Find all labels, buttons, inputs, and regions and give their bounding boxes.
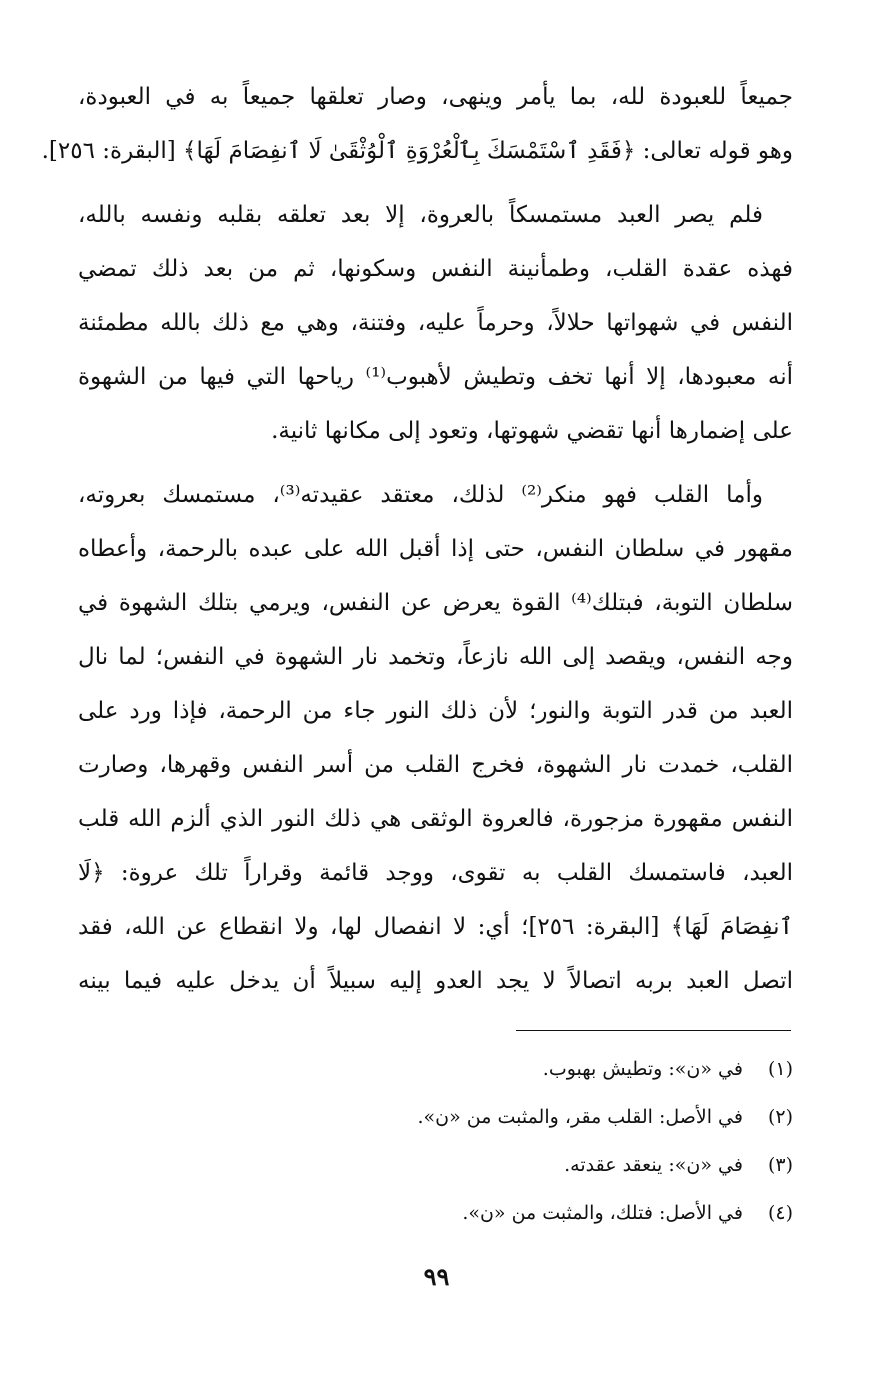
text-line: وهو قوله تعالى: ﴿فَقَدِ ٱسْتَمْسَكَ بِٱلْعُرْوَةِ ٱلْوُثْقَىٰ لَا ٱنفِصَامَ لَهَا﴾ [البقرة: ٢٥٦]. bbox=[41, 138, 793, 164]
footnote-number: (٣) bbox=[767, 1154, 793, 1176]
text-line: اتصل العبد بربه اتصالاً لا يجد العدو إليه سبيلاً أن يدخل عليه فيما بينه bbox=[78, 968, 793, 994]
footnote-number: (١) bbox=[767, 1058, 793, 1080]
footnote-text: في «ن»: وتطيش بهبوب. bbox=[542, 1058, 743, 1080]
text-line: جميعاً للعبودة لله، بما يأمر وينهى، وصار تعلقها جميعاً به في العبودة، bbox=[78, 84, 793, 110]
text-line: ٱنفِصَامَ لَهَا﴾ [البقرة: ٢٥٦]؛ أي: لا انفصال لها، ولا انقطاع عن الله، فقد bbox=[78, 914, 793, 940]
footnote-item bbox=[78, 1141, 793, 1189]
text-line: النفس مقهورة مزجورة، فالعروة الوثقى هي ذلك النور الذي ألزم الله قلب bbox=[78, 806, 793, 832]
footnote-text: في الأصل: القلب مقر، والمثبت من «ن». bbox=[417, 1106, 743, 1128]
text-line: النفس في شهواتها حلالاً، وحرماً عليه، وفتنة، وهي مع ذلك بالله مطمئنة bbox=[78, 310, 793, 336]
footnote-item bbox=[78, 1189, 793, 1237]
text-line: العبد من قدر التوبة والنور؛ لأن ذلك النور جاء من الرحمة، فإذا ورد على bbox=[78, 698, 793, 724]
footnote-divider bbox=[516, 1030, 791, 1031]
footnotes bbox=[78, 1045, 793, 1237]
text-line: أنه معبودها، إلا أنها تخف وتطيش لأهبوب⁽¹⁾ رياحها التي فيها من الشهوة bbox=[78, 364, 793, 390]
text-line: القلب، خمدت نار الشهوة، فخرج القلب من أسر النفس وقهرها، وصارت bbox=[78, 752, 793, 778]
text-line: وجه النفس، ويقصد إلى الله نازعاً، وتخمد نار الشهوة في النفس؛ لما نال bbox=[78, 644, 793, 670]
text-line: العبد، فاستمسك القلب به تقوى، ووجد قائمة وقراراً تلك عروة: ﴿لَا bbox=[78, 860, 793, 886]
text-line: فهذه عقدة القلب، وطمأنينة النفس وسكونها، ثم من بعد ذلك تمضي bbox=[78, 256, 793, 282]
footnote-number: (٢) bbox=[767, 1106, 793, 1128]
text-line: وأما القلب فهو منكر⁽²⁾ لذلك، معتقد عقيدته⁽³⁾، مستمسك بعروته، bbox=[78, 482, 764, 508]
text-line: على إضمارها أنها تقضي شهوتها، وتعود إلى مكانها ثانية. bbox=[271, 418, 793, 444]
footnote-text: في «ن»: ينعقد عقدته. bbox=[564, 1154, 743, 1176]
main-text bbox=[41, 70, 793, 1008]
footnote-text: في الأصل: فتلك، والمثبت من «ن». bbox=[462, 1202, 743, 1224]
page-number: ٩٩ bbox=[423, 1262, 450, 1291]
paragraph-gap bbox=[78, 458, 793, 468]
footnote-item bbox=[78, 1093, 793, 1141]
footnote-number: (٤) bbox=[767, 1202, 793, 1224]
text-line: سلطان التوبة، فبتلك⁽⁴⁾ القوة يعرض عن النفس، ويرمي بتلك الشهوة في bbox=[78, 590, 793, 616]
text-line: فلم يصر العبد مستمسكاً بالعروة، إلا بعد تعلقه بقلبه ونفسه بالله، bbox=[78, 202, 763, 228]
text-line: مقهور في سلطان النفس، حتى إذا أقبل الله على عبده بالرحمة، وأعطاه bbox=[78, 536, 793, 562]
footnote-item bbox=[78, 1045, 793, 1093]
paragraph-gap bbox=[78, 178, 793, 188]
